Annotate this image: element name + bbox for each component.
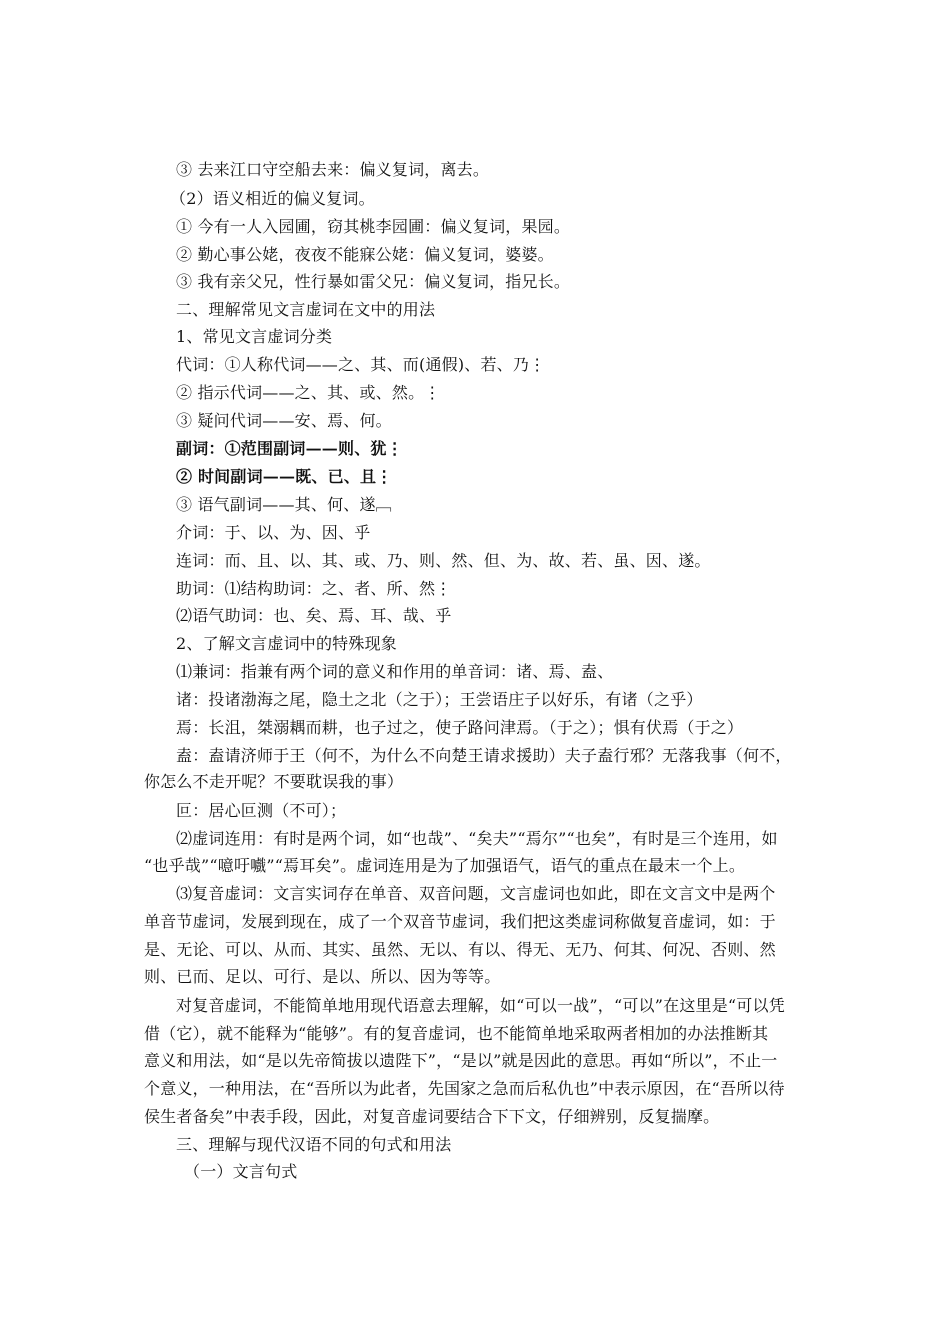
text-line: ③ 语气副词——其、何、遂﹇	[176, 495, 392, 514]
text-line: 介词：于、以、为、因、乎	[176, 523, 371, 542]
text-line: ③ 疑问代词——安、焉、何。	[176, 411, 392, 430]
text-line: 个意义，一种用法，在“吾所以为此者，先国家之急而后私仇也”中表示原因，在“吾所以待	[144, 1079, 785, 1098]
text-line: 对复音虚词，不能简单地用现代语意去理解，如“可以一战”，“可以”在这里是“可以凭	[176, 996, 785, 1015]
subsection-heading: 1、常见文言虚词分类	[176, 327, 333, 346]
text-line: ③ 去来江口守空船去来：偏义复词，离去。	[176, 160, 490, 179]
text-line: “也乎哉”“噫吁嚱”“焉耳矣”。虚词连用是为了加强语气，语气的重点在最末一个上。	[144, 856, 746, 875]
subsection-heading: 2、了解文言虚词中的特殊现象	[176, 634, 397, 653]
text-line: 助词：⑴结构助词：之、者、所、然⋮	[176, 579, 452, 598]
text-line: 副词：①范围副词——则、犹⋮	[176, 439, 403, 458]
text-line: ② 勤心事公姥，夜夜不能寐公姥：偏义复词，婆婆。	[176, 245, 554, 264]
subsection-heading: （一）文言句式	[184, 1162, 298, 1181]
text-line: 单音节虚词，发展到现在，成了一个双音节虚词，我们把这类虚词称做复音虚词，如：于	[144, 912, 776, 931]
text-line: 代词：①人称代词——之、其、而(通假)、若、乃⋮	[176, 355, 546, 374]
text-line: ⑵语气助词：也、矣、焉、耳、哉、乎	[176, 606, 452, 625]
text-line: 意义和用法，如“是以先帝简拔以遗陛下”，“是以”就是因此的意思。再如“所以”，不止一	[144, 1051, 778, 1070]
text-line: ② 时间副词——既、已、且⋮	[176, 467, 393, 486]
text-line: 诸：投诸渤海之尾，隐土之北（之于）；王尝语庄子以好乐，有诸（之乎）	[176, 690, 703, 709]
text-line: 则、已而、足以、可行、是以、所以、因为等等。	[144, 967, 501, 986]
section-heading: 三、理解与现代汉语不同的句式和用法	[176, 1135, 452, 1154]
text-line: 连词：而、且、以、其、或、乃、则、然、但、为、故、若、虽、因、遂。	[176, 551, 711, 570]
text-line: 你怎么不走开呢？不要耽误我的事）	[144, 772, 404, 791]
text-line: 是、无论、可以、从而、其实、虽然、无以、有以、得无、无乃、何其、何况、否则、然	[144, 940, 776, 959]
text-line: ① 今有一人入园圃，窃其桃李园圃：偏义复词，果园。	[176, 217, 571, 236]
text-line: 借（它），就不能释为“能够”。有的复音虚词，也不能简单地采取两者相加的办法推断其	[144, 1024, 769, 1043]
text-line: 叵：居心叵测（不可）；	[176, 801, 347, 820]
section-heading: 二、理解常见文言虚词在文中的用法	[176, 300, 436, 319]
text-line: ⑶复音虚词：文言实词存在单音、双音问题，文言虚词也如此，即在文言文中是两个	[176, 884, 776, 903]
text-line: 侯生者备矣”中表手段，因此，对复音虚词要结合下下文，仔细辨别，反复揣摩。	[144, 1107, 720, 1126]
text-line: 焉：长沮，桀溺耦而耕，也子过之，使子路问津焉。（于之）；惧有伏焉（于之）	[176, 718, 744, 737]
text-line: （2）语义相近的偏义复词。	[170, 189, 375, 208]
text-line: ③ 我有亲父兄，性行暴如雷父兄：偏义复词，指兄长。	[176, 272, 571, 291]
text-line: ② 指示代词——之、其、或、然。⋮	[176, 383, 441, 402]
text-line: ⑵虚词连用：有时是两个词，如“也哉”、“矣夫”“焉尔”“也矣”，有时是三个连用，如	[176, 829, 778, 848]
text-line: 盍：盍请济师于王（何不，为什么不向楚王请求援助）夫子盍行邪？无落我事（何不，	[176, 746, 792, 765]
text-line: ⑴兼词：指兼有两个词的意义和作用的单音词：诸、焉、盍、	[176, 662, 614, 681]
